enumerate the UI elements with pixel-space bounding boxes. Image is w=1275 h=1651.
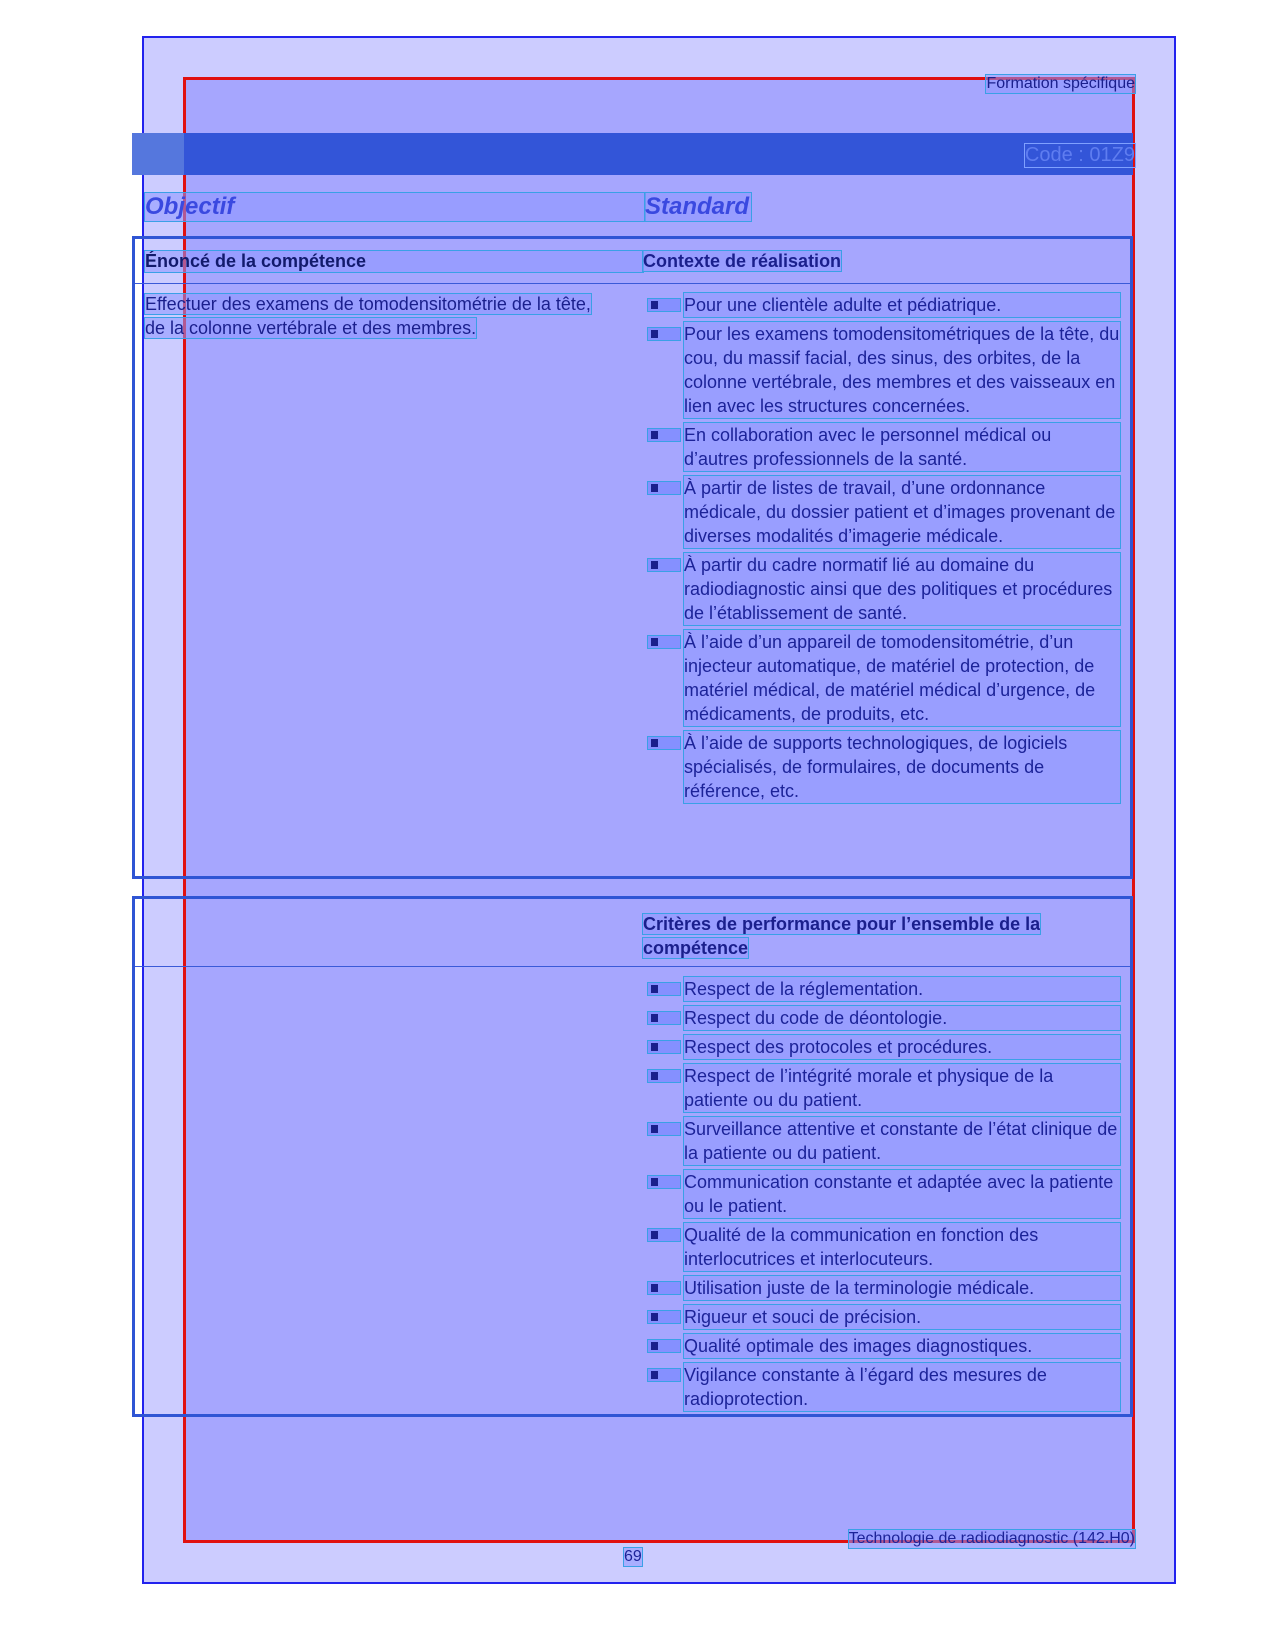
page-number: 69 bbox=[624, 1548, 642, 1565]
competence-heading: Énoncé de la compétence bbox=[145, 251, 643, 272]
list-item: À l’aide de supports technologiques, de logiciels spécialisés, de formulaires, de documents de référence, etc. bbox=[648, 731, 1120, 803]
section-divider bbox=[135, 966, 1130, 967]
competency-code: Code : 01Z9 bbox=[1024, 144, 1135, 166]
code-band-accent bbox=[132, 133, 184, 175]
bullet-icon bbox=[648, 559, 680, 571]
list-item: Respect de l’intégrité morale et physique de la patiente ou du patient. bbox=[648, 1064, 1120, 1112]
bullet-icon bbox=[648, 328, 680, 340]
bullet-icon bbox=[648, 1311, 680, 1323]
list-item: Respect de la réglementation. bbox=[648, 977, 1120, 1001]
bullet-icon bbox=[648, 429, 680, 441]
bullet-icon bbox=[648, 1012, 680, 1024]
list-item: Utilisation juste de la terminologie médicale. bbox=[648, 1276, 1120, 1300]
list-item: À partir de listes de travail, d’une ordonnance médicale, du dossier patient et d’images provenant de diverses modalités d’imagerie médicale. bbox=[648, 476, 1120, 548]
list-item: En collaboration avec le personnel médical ou d’autres professionnels de la santé. bbox=[648, 423, 1120, 471]
list-item: Communication constante et adaptée avec la patiente ou le patient. bbox=[648, 1170, 1120, 1218]
list-item: Qualité de la communication en fonction des interlocutrices et interlocuteurs. bbox=[648, 1223, 1120, 1271]
list-item: Surveillance attentive et constante de l’état clinique de la patiente ou du patient. bbox=[648, 1117, 1120, 1165]
code-band bbox=[132, 133, 1133, 175]
bullet-icon bbox=[648, 482, 680, 494]
list-item: Respect du code de déontologie. bbox=[648, 1006, 1120, 1030]
bullet-icon bbox=[648, 737, 680, 749]
criteres-heading-text: Critères de performance pour l’ensemble de la compétence bbox=[643, 914, 1041, 958]
footer-program: Technologie de radiodiagnostic (142.H0) bbox=[848, 1530, 1135, 1547]
list-item: Pour les examens tomodensitométriques de la tête, du cou, du massif facial, des sinus, des orbites, de la colonne vertébrale, des membres et des vaisseaux en lien avec les structures concernées. bbox=[648, 322, 1120, 418]
criteres-list bbox=[648, 977, 1120, 1416]
bullet-icon bbox=[648, 1041, 680, 1053]
bullet-icon bbox=[648, 636, 680, 648]
criteres-heading bbox=[643, 912, 1113, 960]
bullet-icon bbox=[648, 1123, 680, 1135]
standard-heading: Standard bbox=[645, 193, 750, 220]
list-item: Qualité optimale des images diagnostiques. bbox=[648, 1334, 1120, 1358]
bullet-icon bbox=[648, 983, 680, 995]
header-label: Formation spécifique bbox=[986, 75, 1135, 92]
bullet-icon bbox=[648, 1176, 680, 1188]
list-item: Respect des protocoles et procédures. bbox=[648, 1035, 1120, 1059]
list-item: Vigilance constante à l’égard des mesures de radioprotection. bbox=[648, 1363, 1120, 1411]
list-item: Rigueur et souci de précision. bbox=[648, 1305, 1120, 1329]
list-item: Pour une clientèle adulte et pédiatrique. bbox=[648, 293, 1120, 317]
bullet-icon bbox=[648, 1340, 680, 1352]
bullet-icon bbox=[648, 299, 680, 311]
bullet-icon bbox=[648, 1282, 680, 1294]
objectif-heading: Objectif bbox=[145, 193, 645, 221]
contexte-list bbox=[648, 293, 1120, 808]
contexte-heading bbox=[643, 251, 841, 272]
list-item: À partir du cadre normatif lié au domaine du radiodiagnostic ainsi que des politiques et procédures de l’établissement de santé. bbox=[648, 553, 1120, 625]
bullet-icon bbox=[648, 1369, 680, 1381]
list-item: À l’aide d’un appareil de tomodensitométrie, d’un injecteur automatique, de matériel de protection, de matériel médical, de matériel médical d’urgence, de médicaments, de produits, etc. bbox=[648, 630, 1120, 726]
contexte-heading-text: Contexte de réalisation bbox=[643, 251, 842, 271]
competence-statement bbox=[145, 292, 615, 340]
bullet-icon bbox=[648, 1229, 680, 1241]
bullet-icon bbox=[648, 1070, 680, 1082]
section-divider bbox=[135, 283, 1130, 284]
competence-statement-text: Effectuer des examens de tomodensitométrie de la tête, de la colonne vertébrale et des membres. bbox=[145, 294, 591, 338]
